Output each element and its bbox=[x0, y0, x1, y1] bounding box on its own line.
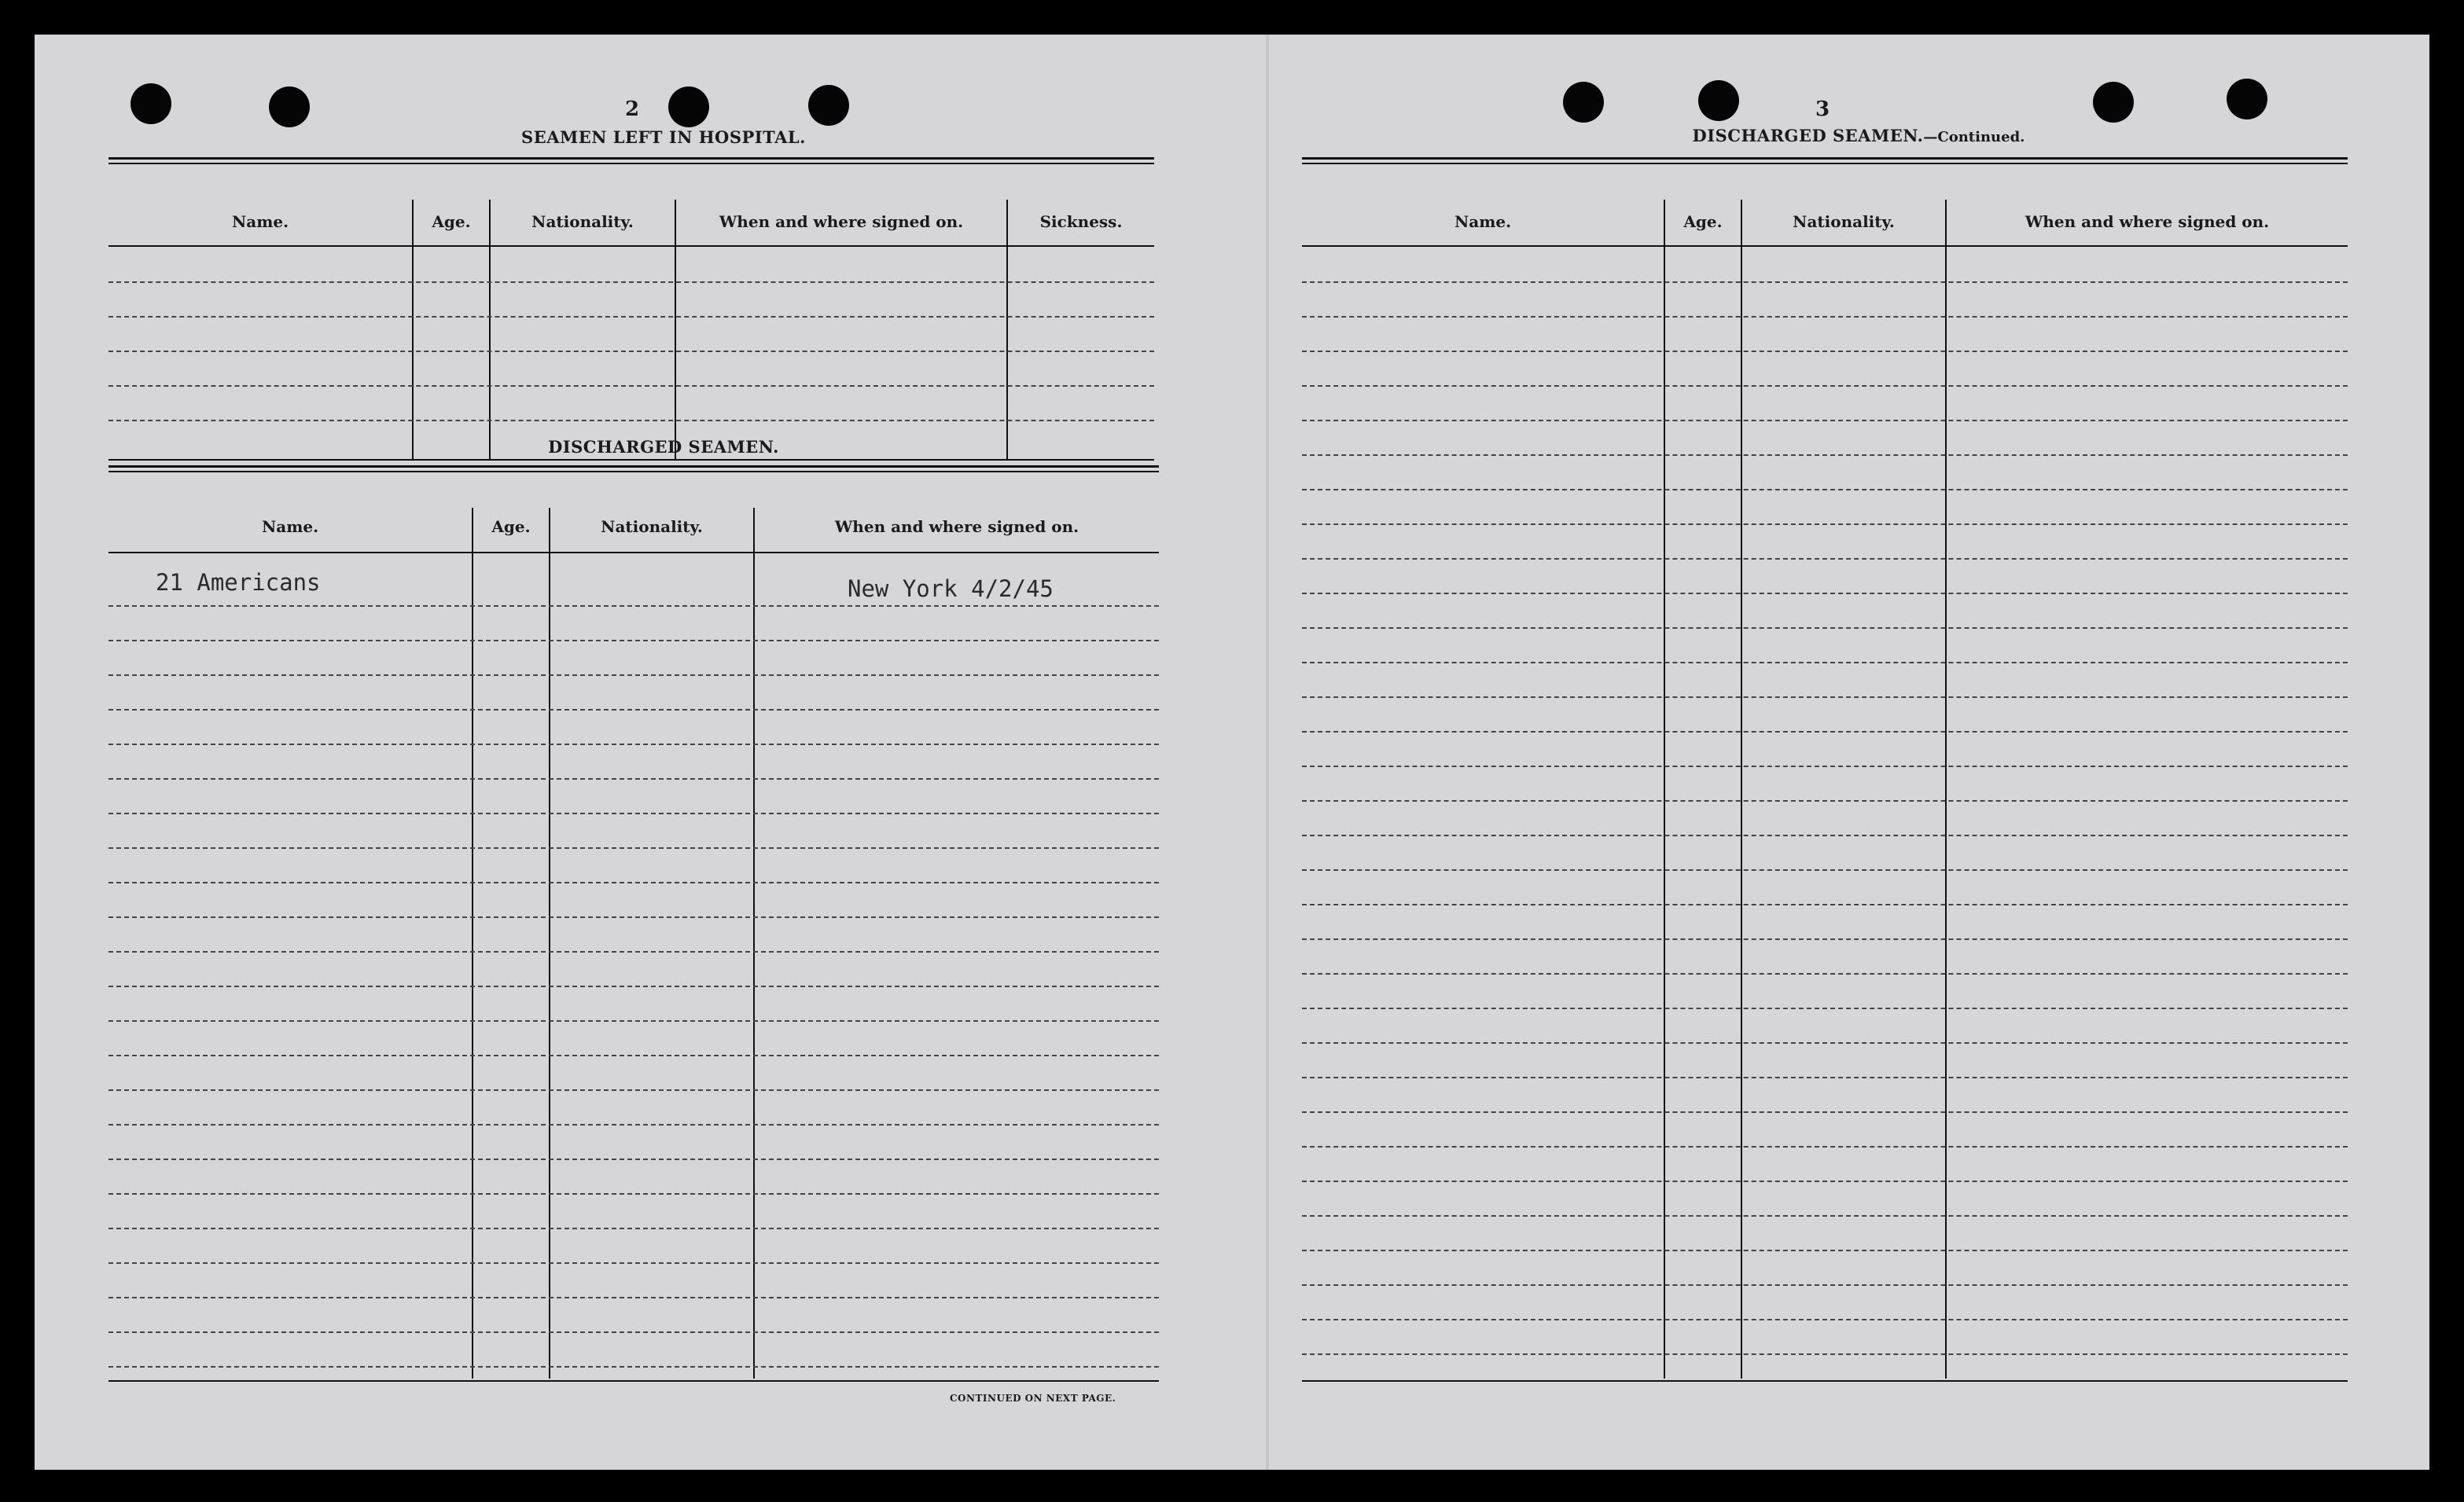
punch-hole bbox=[668, 86, 709, 127]
title-suffix: —Continued. bbox=[1923, 129, 2025, 145]
header-age: Age. bbox=[491, 517, 531, 536]
header-name: Name. bbox=[261, 517, 319, 536]
punch-hole bbox=[1563, 82, 1604, 123]
header-when-where: When and where signed on. bbox=[719, 212, 964, 231]
punch-hole bbox=[2227, 79, 2267, 119]
discharged-continued-title bbox=[1568, 126, 2150, 145]
punch-hole bbox=[1698, 80, 1739, 121]
continued-note: CONTINUED ON NEXT PAGE. bbox=[950, 1393, 1116, 1404]
page-number-left: 2 bbox=[624, 97, 640, 121]
discharged-continued-table bbox=[1302, 157, 2348, 1388]
punch-hole bbox=[2093, 82, 2134, 123]
document-sheet bbox=[35, 35, 2429, 1470]
header-nationality: Nationality. bbox=[601, 517, 703, 536]
header-when-where: When and where signed on. bbox=[2025, 212, 2270, 231]
punch-hole bbox=[269, 86, 310, 127]
header-when-where: When and where signed on. bbox=[834, 517, 1079, 536]
hospital-section-title: SEAMEN LEFT IN HOSPITAL. bbox=[521, 127, 806, 147]
page-number-right: 3 bbox=[1815, 97, 1830, 121]
hospital-table bbox=[108, 157, 1154, 462]
header-nationality: Nationality. bbox=[1793, 212, 1895, 231]
header-sickness: Sickness. bbox=[1039, 212, 1123, 231]
header-name: Name. bbox=[231, 212, 289, 231]
discharged-table bbox=[108, 465, 1159, 1386]
punch-hole bbox=[131, 83, 171, 124]
header-nationality: Nationality. bbox=[531, 212, 634, 231]
entry-name: 21 Americans bbox=[156, 569, 321, 596]
header-age: Age. bbox=[1683, 212, 1723, 231]
center-fold bbox=[1266, 35, 1269, 1470]
header-name: Name. bbox=[1454, 212, 1512, 231]
title-text: DISCHARGED SEAMEN. bbox=[1692, 126, 1924, 145]
discharged-section-title: DISCHARGED SEAMEN. bbox=[548, 437, 779, 457]
punch-hole bbox=[808, 85, 849, 126]
entry-signed-on: New York 4/2/45 bbox=[848, 575, 1054, 602]
header-age: Age. bbox=[432, 212, 471, 231]
